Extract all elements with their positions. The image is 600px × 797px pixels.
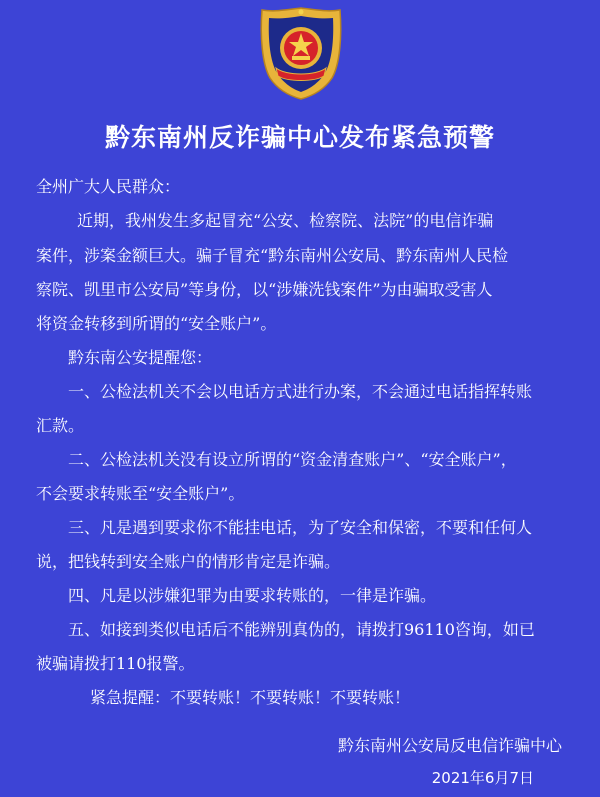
reminder-item: 被骗请拨打110报警。 <box>36 654 195 673</box>
reminder-item: 一、公检法机关不会以电话方式进行办案，不会通过电话指挥转账 <box>68 382 533 401</box>
issuer-signature: 黔东南州公安局反电信诈骗中心 <box>337 736 562 755</box>
police-emblem-icon <box>258 6 344 100</box>
salutation: 全州广大人民群众： <box>36 177 181 196</box>
reminder-item: 五、如接到类似电话后不能辨别真伪的，请拨打96110咨询，如已 <box>68 620 535 639</box>
reminder-item: 二、公检法机关没有设立所谓的“资金清查账户”、“安全账户”， <box>68 450 517 469</box>
urgent-reminder: 紧急提醒：不要转账！不要转账！不要转账！ <box>90 688 411 707</box>
paragraph-line: 近期，我州发生多起冒充“公安、检察院、法院”的电信诈骗 <box>77 211 494 230</box>
notice-title: 黔东南州反诈骗中心发布紧急预警 <box>104 123 495 152</box>
paragraph-line: 案件，涉案金额巨大。骗子冒充“黔东南州公安局、黔东南州人民检 <box>36 246 509 265</box>
issue-date: 2021年6月7日 <box>431 769 534 787</box>
reminder-item: 四、凡是以涉嫌犯罪为由要求转账的，一律是诈骗。 <box>68 586 437 605</box>
paragraph-line: 将资金转移到所谓的“安全账户”。 <box>36 314 277 333</box>
paragraph-line: 察院、凯里市公安局”等身份，以“涉嫌洗钱案件”为由骗取受害人 <box>36 280 493 299</box>
reminder-item: 不会要求转账至“安全账户”。 <box>36 484 245 503</box>
reminder-item: 三、凡是遇到要求你不能挂电话，为了安全和保密，不要和任何人 <box>68 518 533 537</box>
reminder-heading: 黔东南公安提醒您： <box>68 348 213 367</box>
reminder-item: 说，把钱转到安全账户的情形肯定是诈骗。 <box>36 552 341 571</box>
reminder-item: 汇款。 <box>36 416 85 435</box>
